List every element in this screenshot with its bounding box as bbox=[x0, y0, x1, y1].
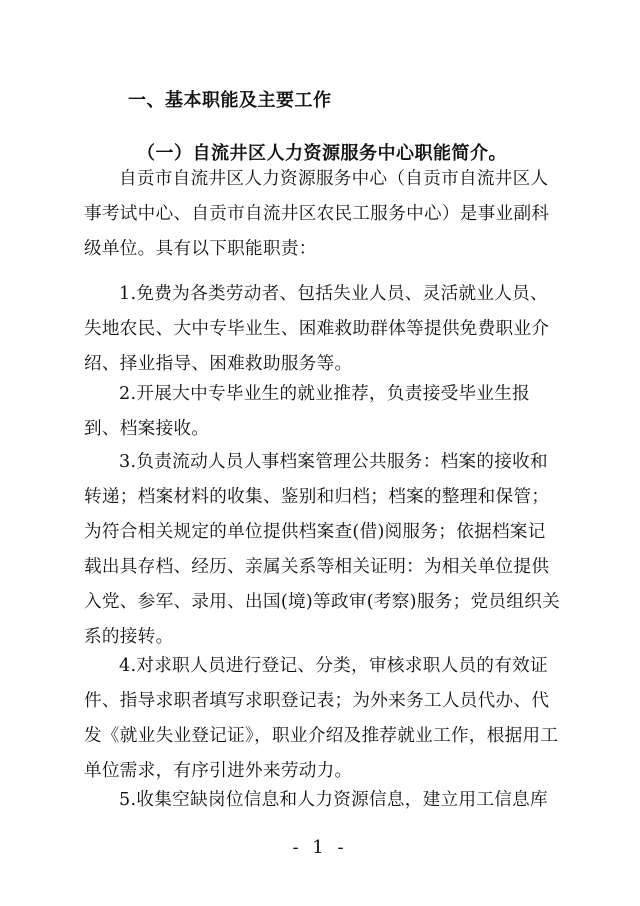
subsection-heading: （一）自流井区人力资源服务中心职能简介。 bbox=[137, 143, 507, 164]
section-heading: 一、基本职能及主要工作 bbox=[128, 90, 332, 111]
duty-item-5: 5.收集空缺岗位信息和人力资源信息，建立用工信息库 bbox=[119, 790, 548, 810]
page-number: - 1 - bbox=[292, 837, 348, 858]
duty-item-4: 4.对求职人员进行登记、分类，审核求职人员的有效证件、指导求职者填写求职登记表；为外来务工人员代办、代发《就业失业登记证》，职业介绍及推荐就业工作，根据用工单位需求，有序引进外来劳动力。 bbox=[84, 656, 559, 781]
duty-item-1: 1.免费为各类劳动者、包括失业人员、灵活就业人员、失地农民、大中专毕业生、困难救助群体等提供免费职业介绍、择业指导、困难救助服务等。 bbox=[84, 284, 550, 374]
intro-paragraph: 自贡市自流井区人力资源服务中心（自贡市自流井区人事考试中心、自贡市自流井区农民工服务中心）是事业副科级单位。具有以下职能职责： bbox=[84, 169, 550, 259]
duty-item-2: 2.开展大中专毕业生的就业推荐，负责接受毕业生报到、档案接收。 bbox=[84, 384, 531, 439]
duty-item-3: 3.负责流动人员人事档案管理公共服务：档案的接收和转递；档案材料的收集、鉴别和归档；档案的整理和保管； 为符合相关规定的单位提供档案查(借)阅服务；依据档案记载出具存档、经历、亲属关系等相关证明：为相关单位提供入党、参军、录用、出国(境)等政审(考察)服务；党员组织关系的接转。 bbox=[84, 452, 561, 647]
